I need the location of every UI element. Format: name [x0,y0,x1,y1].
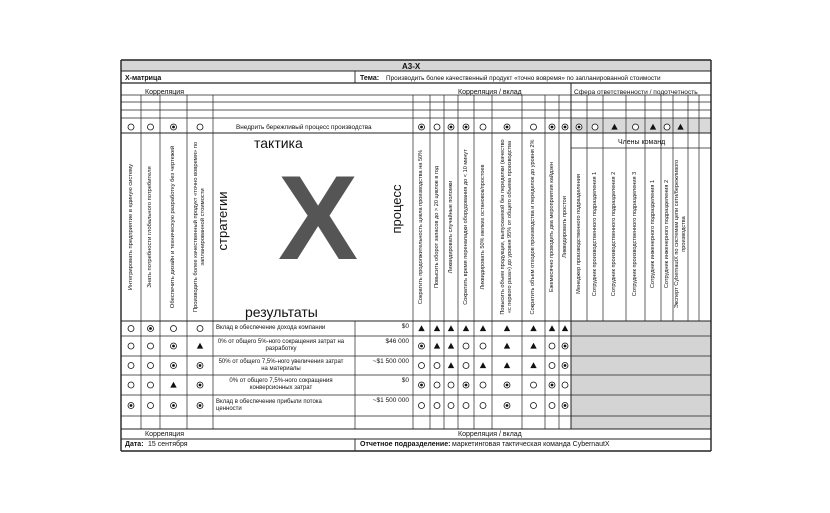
dot-circle-mark [549,124,555,130]
circle-mark [434,382,440,388]
process-text-2: Повысить оборот запасов до > 20 циклов в год [433,165,440,289]
center-tactic-label: тактика [254,135,303,151]
process-text-1: Сократить продолжительность цикла производства на 50% [418,149,425,305]
circle-mark [549,343,555,349]
dot-circle-mark [448,124,454,130]
correlation-header-bottom: Корреляция [145,431,185,438]
result-value-5: ~$1 500 000 [372,397,409,404]
circle-mark [128,382,134,388]
circle-mark [434,124,440,130]
circle-mark [148,343,154,349]
dot-circle-mark [171,363,177,369]
circle-mark [531,403,537,409]
result-text-1: Вклад в обеспечение дохода компании [216,324,326,331]
circle-mark [148,363,154,369]
circle-mark [419,403,425,409]
center-process-label: процесс [389,184,404,234]
team-member-text-3: Сотрудник производственного подразделения 2 [611,171,618,297]
dot-circle-mark [504,403,510,409]
triangle-mark [504,325,510,331]
circle-mark [592,124,598,130]
process-text-4: Сократить время переналадки оборудования до < 10 минут [462,149,469,305]
circle-mark [128,343,134,349]
circle-mark [419,363,425,369]
result-text-2: 0% от общего 5%-ного сокращения затрат на разработку [217,339,345,352]
dot-circle-mark [463,124,469,130]
topic-label: Тема: [360,75,380,82]
center-strategy-label: стратегии [215,191,230,251]
circle-mark [633,124,639,130]
circle-mark [128,326,134,332]
circle-mark [148,382,154,388]
topic-text: Производить более качественный продукт «точно вовремя» по запланированной стоимости [386,75,661,82]
strategy-text-3: Обеспечить дизайн и техническую разработку без чертежей [170,145,177,309]
circle-mark [480,343,486,349]
circle-mark [480,403,486,409]
circle-mark [197,124,203,130]
triangle-mark [418,325,424,331]
team-member-text-6: Сотрудник инженерного подразделения 2 [663,179,670,289]
correlation-contribution-header-top: Корреляция / вклад [458,89,522,96]
result-value-3: ~$1 500 000 [372,358,409,365]
circle-mark [148,124,154,130]
process-text-6: Повысить объем продукции, выпускаемой без переделки (качество «с первого раза») до уровня 95% от общего объема производства [500,139,513,315]
dot-circle-mark [197,363,203,369]
tactic-text: Внедрить бережливый процесс производства [236,124,372,131]
triangle-mark [197,343,203,349]
dot-circle-mark [197,382,203,388]
dot-circle-mark [197,403,203,409]
triangle-mark [530,343,536,349]
team-member-text-1: Менеджер производственного подразделения [575,174,582,294]
triangle-mark [530,362,536,368]
process-text-7: Сократить объем отходов производства и переделок до уровня 2% [530,139,537,315]
center-results-label: результаты [245,304,318,320]
result-value-2: $46 000 [385,338,409,345]
circle-mark [171,326,177,332]
circle-mark [664,124,670,130]
triangle-mark [463,325,469,331]
x-matrix-header: X-матрица [125,75,162,82]
result-value-1: $0 [401,323,409,330]
circle-mark [434,403,440,409]
circle-mark [480,124,486,130]
dot-circle-mark [562,124,568,130]
circle-mark [128,363,134,369]
triangle-mark [448,362,454,368]
dot-circle-mark [171,124,177,130]
circle-mark [448,382,454,388]
dot-circle-mark [419,382,425,388]
team-members-header: Члены команд [618,139,666,146]
center-x-letter: X [278,151,359,285]
triangle-mark [549,325,555,331]
triangle-mark [170,382,176,388]
correlation-contribution-header-bottom: Корреляция / вклад [458,431,522,438]
department-label: Отчетное подразделение: [360,441,451,448]
dot-circle-mark [549,382,555,388]
team-member-text-2: Сотрудник производственного подразделения 1 [591,171,598,297]
dot-circle-mark [504,382,510,388]
dot-circle-mark [419,124,425,130]
circle-mark [197,326,203,332]
result-value-4: $0 [401,377,409,384]
circle-mark [531,124,537,130]
dot-circle-mark [463,382,469,388]
circle-mark [463,363,469,369]
circle-mark [434,363,440,369]
team-member-text-4: Сотрудник производственного подразделения 3 [632,171,639,297]
triangle-mark [448,343,454,349]
dot-circle-mark [171,403,177,409]
department-value: маркетинговая тактическая команда CybernautX [452,441,610,448]
dot-circle-mark [148,326,154,332]
dot-circle-mark [576,124,582,130]
process-text-9: Ликвидировать простои [561,196,568,258]
circle-mark [463,343,469,349]
circle-mark [128,124,134,130]
circle-mark [463,403,469,409]
team-member-text-5: Сотрудник инженерного подразделения 1 [649,179,656,289]
responsibility-header: Сфера ответственности / подотчетность [574,89,698,96]
dot-circle-mark [562,363,568,369]
triangle-mark [480,325,486,331]
circle-mark [480,382,486,388]
dot-circle-mark [171,343,177,349]
triangle-mark [434,343,440,349]
dot-circle-mark [504,124,510,130]
date-label: Дата: [125,441,144,448]
circle-mark [549,363,555,369]
correlation-header-top: Корреляция [145,89,185,96]
process-text-5: Ликвидировать 50% мелких остановок/простоев [479,164,486,290]
strategy-text-4: Производить более качественный продукт «точно вовремя» по запланированной стоимости [193,141,206,313]
process-text-8: Ежемесячно проводить два мероприятия кайдзен [548,162,555,292]
circle-mark [448,403,454,409]
triangle-mark [504,343,510,349]
result-text-3: 50% от общего 7,5%-ного увеличения затрат на материалы [218,358,344,372]
dot-circle-mark [562,403,568,409]
dot-circle-mark [128,403,134,409]
matrix-title: A3-X [402,62,421,71]
circle-mark [562,382,568,388]
date-value: 15 сентября [148,441,188,448]
process-text-3: Ликвидировать случайные поломки [447,180,454,274]
dot-circle-mark [419,343,425,349]
dot-circle-mark [562,343,568,349]
circle-mark [148,403,154,409]
triangle-mark [562,325,568,331]
team-member-text-7: Эксперт CybernautX по системам цепи сети/бережливого производства [674,159,687,309]
circle-mark [549,403,555,409]
strategy-text-1: Интегрировать предприятие в единую систему [127,163,134,291]
triangle-mark [434,325,440,331]
strategy-text-2: Знать потребности глобального потребителя [147,166,154,288]
result-text-4: 0% от общего 7,5%-ного сокращения конверсионных затрат [229,378,333,391]
triangle-mark [504,362,510,368]
circle-mark [531,382,537,388]
result-text-5: Вклад в обеспечение прибыли потока ценности [216,398,322,412]
triangle-mark [530,325,536,331]
triangle-mark [480,362,486,368]
triangle-mark [448,325,454,331]
